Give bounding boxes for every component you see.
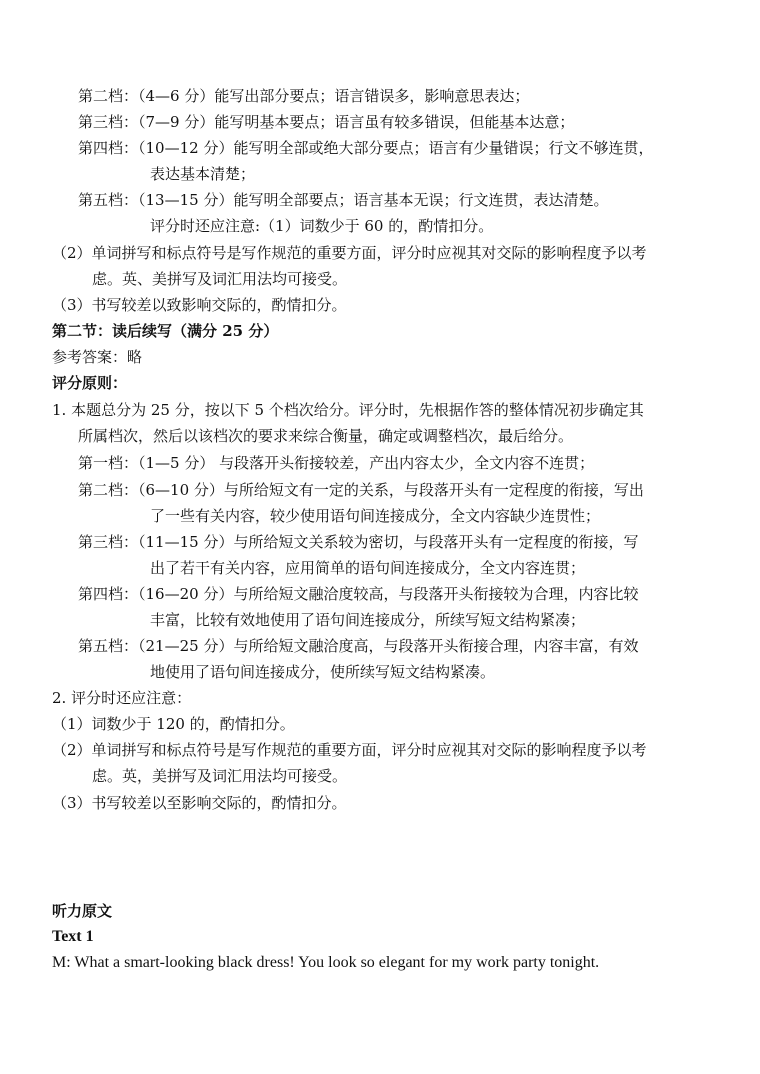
note-line: （1）词数少于 120 的，酌情扣分。 [52, 715, 295, 733]
principle-line-continued: 所属档次，然后以该档次的要求来综合衡量，确定或调整档次，最后给分。 [78, 427, 574, 445]
grade-line-continued: 丰富，比较有效地使用了语句间连接成分，所续写短文结构紧凑； [150, 611, 586, 629]
note-line: （3）书写较差以致影响交际的，酌情扣分。 [52, 296, 347, 314]
grade-line: 第五档：（13—15 分）能写明全部要点；语言基本无误；行文连贯，表达清楚。 [78, 191, 609, 209]
note-line: （2）单词拼写和标点符号是写作规范的重要方面，评分时应视其对交际的影响程度予以考 [52, 244, 647, 262]
grade-line-continued: 了一些有关内容，较少使用语句间连接成分，全文内容缺少连贯性； [150, 507, 601, 525]
reference-answer: 参考答案：略 [52, 348, 143, 366]
grade-line: 第五档：（21—25 分）与所给短文融洽度高，与段落开头衔接合理，内容丰富，有效 [78, 637, 639, 655]
grade-line: 第三档：（7—9 分）能写明基本要点；语言虽有较多错误，但能基本达意； [78, 113, 575, 131]
grade-line-continued: 表达基本清楚； [150, 165, 256, 183]
grade-line: 第三档：（11—15 分）与所给短文关系较为密切，与段落开头有一定程度的衔接，写 [78, 533, 639, 551]
note-line-continued: 虑。英，美拼写及词汇用法均可接受。 [92, 767, 348, 785]
scoring-principles-heading: 评分原则： [52, 374, 128, 392]
grade-line: 第二档：（4—6 分）能写出部分要点；语言错误多，影响意思表达； [78, 87, 530, 105]
section-heading: 第二节：读后续写（满分 25 分） [52, 322, 279, 340]
transcript-line: M: What a smart-looking black dress! You look so elegant for my work party tonight. [52, 954, 600, 971]
note-line: （3）书写较差以至影响交际的，酌情扣分。 [52, 794, 347, 812]
grade-line: 第一档：（1—5 分） 与段落开头衔接较差，产出内容太少，全文内容不连贯； [78, 454, 595, 472]
grade-line: 第四档：（16—20 分）与所给短文融洽度较高，与段落开头衔接较为合理，内容比较 [78, 585, 639, 603]
listening-heading: 听力原文 [52, 902, 113, 920]
note-line-continued: 虑。英、美拼写及词汇用法均可接受。 [92, 270, 348, 288]
note-line: （2）单词拼写和标点符号是写作规范的重要方面，评分时应视其对交际的影响程度予以考 [52, 741, 647, 759]
principle-line: 2. 评分时还应注意： [52, 689, 192, 707]
grade-line: 第四档：（10—12 分）能写明全部或绝大部分要点；语言有少量错误；行文不够连贯， [78, 139, 654, 157]
grade-line-continued: 出了若干有关内容，应用简单的语句间连接成分，全文内容连贯； [150, 559, 586, 577]
note-line: 评分时还应注意:（1）词数少于 60 的，酌情扣分。 [150, 217, 494, 235]
grade-line: 第二档：（6—10 分）与所给短文有一定的关系，与段落开头有一定程度的衔接，写出 [78, 481, 644, 499]
grade-line-continued: 地使用了语句间连接成分，使所续写短文结构紧凑。 [150, 663, 496, 681]
principle-line: 1. 本题总分为 25 分，按以下 5 个档次给分。评分时，先根据作答的整体情况初步确定其 [52, 401, 644, 419]
text1-heading: Text 1 [52, 928, 94, 945]
